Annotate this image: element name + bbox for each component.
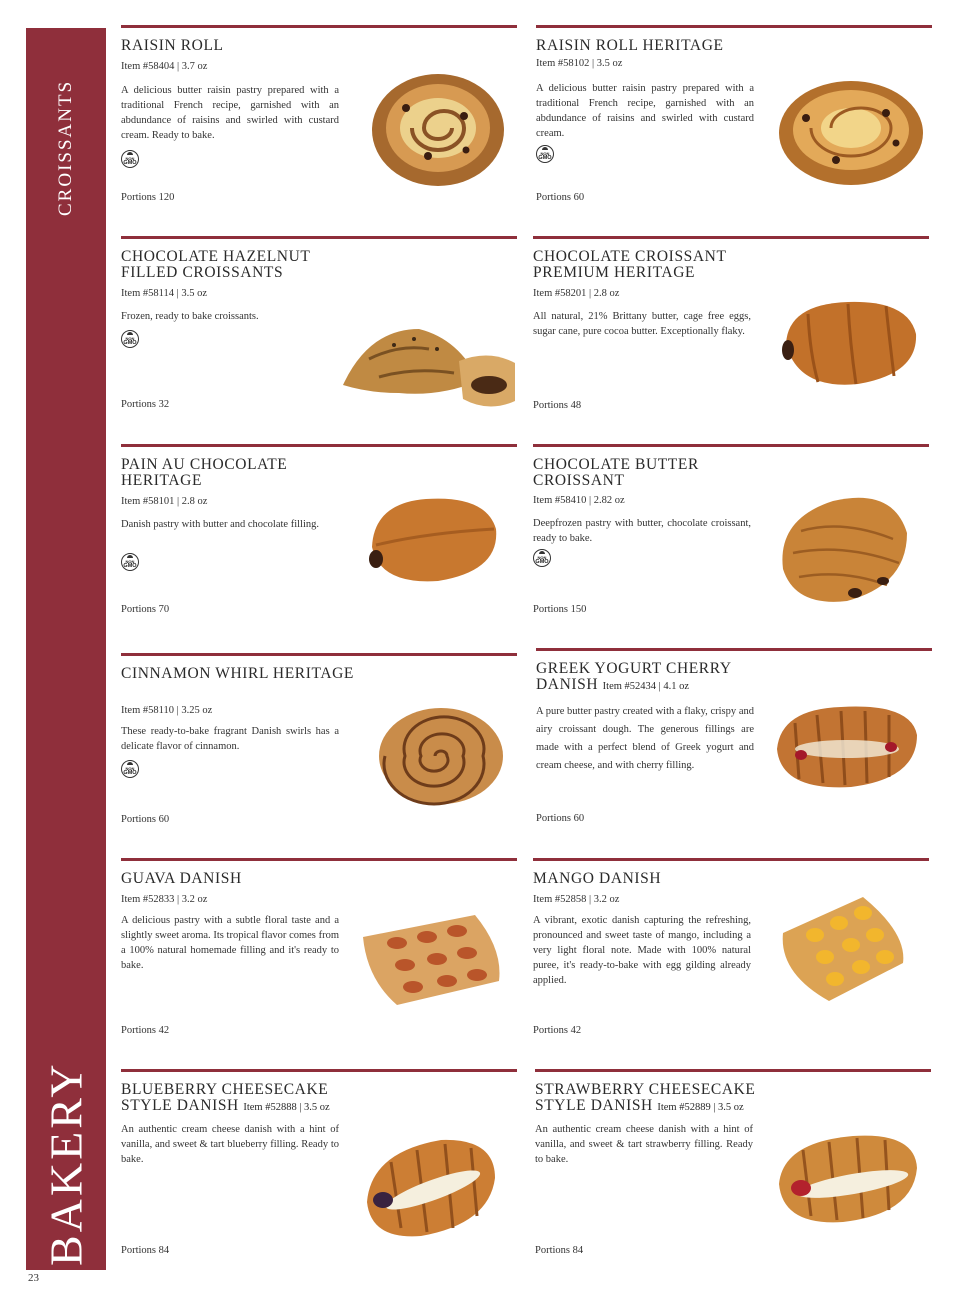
product-description: A delicious butter raisin pastry prepared with a traditional French recipe, garnished with an abdundance of raisins and swirled with custard cream. Ready to bake.: [121, 85, 339, 141]
guava-danish-photo: [357, 909, 507, 1009]
product-portions: Portions 60: [121, 814, 170, 825]
page-number: 23: [28, 1272, 39, 1284]
product-title: GREEK YOGURT CHERRY DANISH Item #52434 | 4.1 oz: [536, 660, 732, 693]
product-description: Danish pastry with butter and chocolate filling.: [121, 519, 319, 530]
product-title: CHOCOLATE CROISSANT PREMIUM HERITAGE: [533, 248, 727, 281]
raisin-roll-photo: [366, 58, 511, 198]
product-item-number: Item #58201 | 2.8 oz: [533, 288, 620, 299]
product-item-number: Item #58114 | 3.5 oz: [121, 288, 207, 299]
raisin-roll-heritage-photo: [776, 68, 926, 198]
product-description: Frozen, ready to bake croissants.: [121, 311, 259, 322]
product-portions: Portions 32: [121, 399, 170, 410]
product-portions: Portions 60: [536, 813, 585, 824]
chocolate-butter-croissant-photo: [773, 489, 913, 609]
product-description: Deepfrozen pastry with butter, chocolate croissant, ready to bake.: [533, 518, 751, 544]
product-description: A pure butter pastry created with a flaky, crispy and airy croissant dough. The generous fillings are made with a perfect blend of Greek yogurt and cream cheese, and with cherry filling.: [536, 706, 754, 771]
product-item-number: Item #58110 | 3.25 oz: [121, 705, 213, 716]
product-description: An authentic cream cheese danish with a hint of vanilla, and sweet & tart blueberry filling. Ready to bake.: [121, 1124, 339, 1165]
product-portions: Portions 70: [121, 604, 170, 615]
product-title: RAISIN ROLL HERITAGE: [536, 37, 724, 54]
product-title: CINNAMON WHIRL HERITAGE: [121, 665, 354, 682]
product-item-number: Item #52888 | 3.5 oz: [243, 1102, 330, 1113]
product-portions: Portions 150: [533, 604, 587, 615]
pain-au-chocolate-photo: [366, 489, 506, 589]
product-item-number: Item #58101 | 2.8 oz: [121, 496, 208, 507]
chocolate-croissant-premium-photo: [778, 294, 923, 394]
product-description: A vibrant, exotic danish capturing the refreshing, pronounced and sweet taste of mango, including a very light floral note. Made with 100% natural puree, it's ready-to-bake with egg gilding already applied.: [533, 915, 751, 986]
product-description: A delicious butter raisin pastry prepared with a traditional French recipe, garnished with an abdundance of raisins and swirled with custard cream.: [536, 83, 754, 139]
product-title: GUAVA DANISH: [121, 870, 242, 887]
blueberry-cheesecake-danish-photo: [361, 1132, 501, 1242]
product-title: CHOCOLATE HAZELNUT FILLED CROISSANTS: [121, 248, 311, 281]
greek-yogurt-cherry-danish-photo: [771, 699, 921, 794]
non-gmo-icon: NON GMO: [536, 145, 554, 163]
product-portions: Portions 48: [533, 400, 582, 411]
product-portions: Portions 42: [533, 1025, 582, 1036]
product-portions: Portions 120: [121, 192, 175, 203]
product-card: [536, 648, 932, 844]
product-item-number: Item #52858 | 3.2 oz: [533, 894, 620, 905]
non-gmo-icon: NON GMO: [121, 150, 139, 168]
category-sidebar: [26, 28, 106, 1270]
product-card: [533, 858, 929, 1054]
product-card: [121, 25, 517, 221]
product-portions: Portions 84: [121, 1245, 170, 1256]
non-gmo-icon: NON GMO: [121, 553, 139, 571]
product-description: All natural, 21% Brittany butter, cage free eggs, sugar cane, pure cocoa butter. Exceptionally flaky.: [533, 311, 751, 337]
product-description: These ready-to-bake fragrant Danish swirls has a delicate flavor of cinnamon.: [121, 726, 339, 752]
product-card: [121, 653, 517, 849]
product-card: [533, 236, 929, 432]
product-item-number: Item #52889 | 3.5 oz: [657, 1102, 744, 1113]
product-portions: Portions 60: [536, 192, 585, 203]
product-item-number: Item #58410 | 2.82 oz: [533, 495, 625, 506]
product-card: [535, 1069, 931, 1265]
product-portions: Portions 84: [535, 1245, 584, 1256]
product-portions: Portions 42: [121, 1025, 170, 1036]
product-title: BLUEBERRY CHEESECAKE STYLE DANISH Item #52888 | 3.5 oz: [121, 1081, 330, 1114]
section-label: CROISSANTS: [55, 79, 76, 216]
cinnamon-whirl-photo: [376, 698, 506, 808]
product-card: [536, 25, 932, 221]
product-description: An authentic cream cheese danish with a hint of vanilla, and sweet & tart strawberry filling. Ready to bake.: [535, 1124, 753, 1165]
product-card: [121, 236, 517, 432]
mango-danish-photo: [773, 893, 913, 1003]
product-title: PAIN AU CHOCOLATE HERITAGE: [121, 456, 288, 489]
product-item-number: Item #58102 | 3.5 oz: [536, 58, 623, 69]
product-card: [121, 1069, 517, 1265]
product-card: [533, 444, 929, 640]
product-card: [121, 444, 517, 640]
non-gmo-icon: NON GMO: [121, 760, 139, 778]
category-label: BAKERY: [40, 1061, 92, 1266]
product-item-number: Item #52434 | 4.1 oz: [602, 681, 690, 692]
product-card: [121, 858, 517, 1054]
strawberry-cheesecake-danish-photo: [773, 1128, 921, 1228]
chocolate-hazelnut-croissant-photo: [339, 289, 517, 429]
non-gmo-icon: NON GMO: [533, 549, 551, 567]
product-title: MANGO DANISH: [533, 870, 662, 887]
product-title: RAISIN ROLL: [121, 37, 224, 54]
product-title: CHOCOLATE BUTTER CROISSANT: [533, 456, 699, 489]
product-title: STRAWBERRY CHEESECAKE STYLE DANISH Item #52889 | 3.5 oz: [535, 1081, 756, 1114]
product-description: A delicious pastry with a subtle floral taste and a slightly sweet aroma. Its tropical flavor comes from a 100% natural homemade filling and it's ready to bake.: [121, 915, 339, 971]
product-item-number: Item #58404 | 3.7 oz: [121, 61, 208, 72]
product-item-number: Item #52833 | 3.2 oz: [121, 894, 208, 905]
non-gmo-icon: NON GMO: [121, 330, 139, 348]
